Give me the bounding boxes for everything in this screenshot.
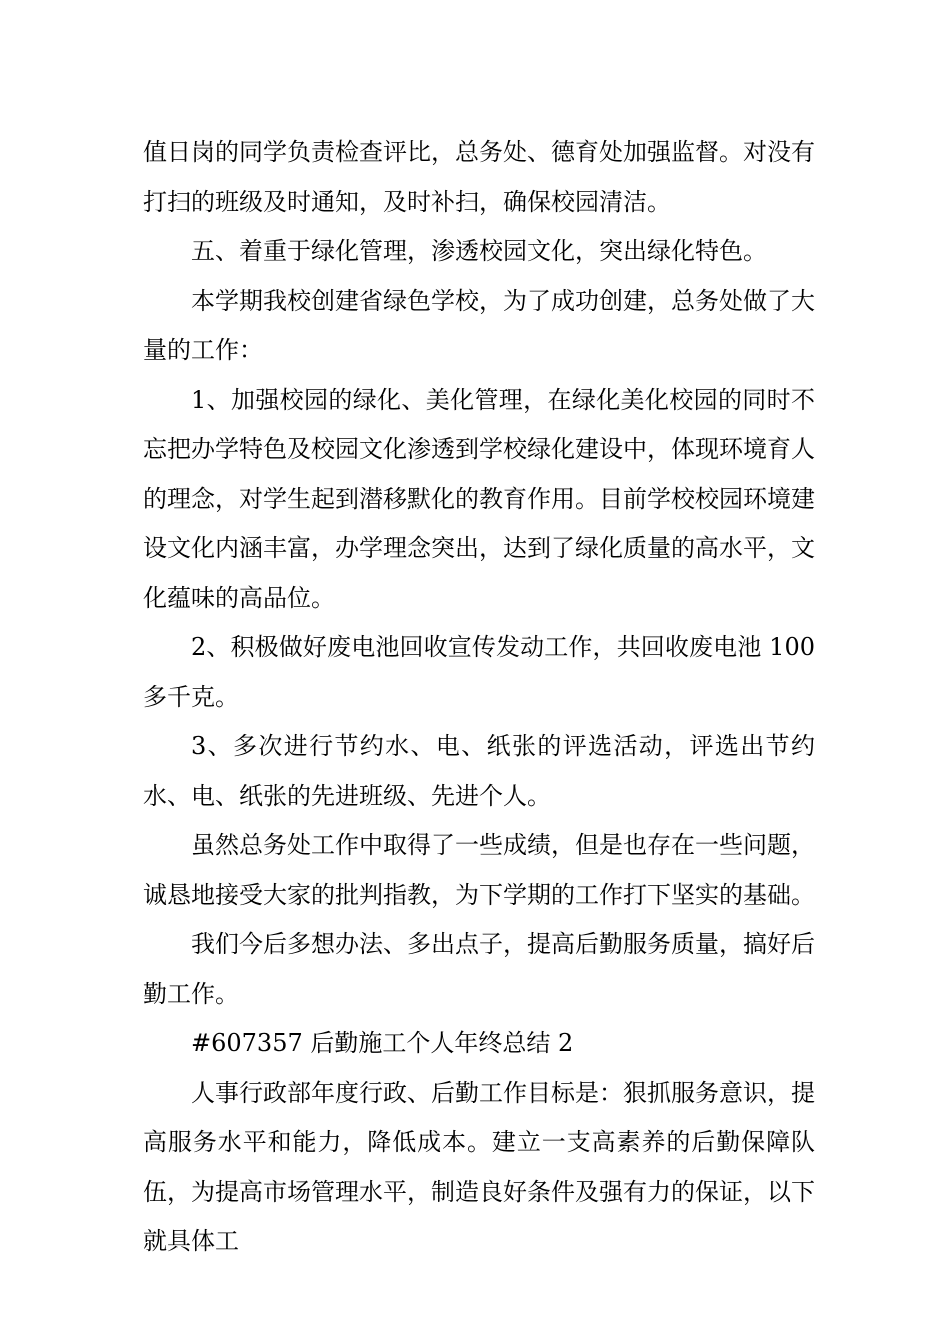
list-item-2: 2、积极做好废电池回收宣传发动工作，共回收废电池 100 多千克。	[143, 633, 815, 711]
list-item-1: 1、加强校园的绿化、美化管理，在绿化美化校园的同时不忘把办学特色及校园文化渗透到学校绿化建设中，体现环境育人的理念，对学生起到潜移默化的教育作用。目前学校校园环境建设文化内涵丰富，办学理念突出，达到了绿化质量的高水平，文化蕴味的高品位。	[143, 385, 815, 612]
document-body	[143, 128, 815, 1267]
list-item-3: 3、多次进行节约水、电、纸张的评选活动，评选出节约水、电、纸张的先进班级、先进个人。	[143, 732, 815, 810]
paragraph-3: 本学期我校创建省绿色学校，为了成功创建，总务处做了大量的工作：	[143, 286, 815, 364]
paragraph-1: 值日岗的同学负责检查评比，总务处、德育处加强监督。对没有打扫的班级及时通知，及时补扫，确保校园清洁。	[143, 138, 815, 216]
paragraph-10: 人事行政部年度行政、后勤工作目标是：狠抓服务意识，提高服务水平和能力，降低成本。建立一支高素养的后勤保障队伍，为提高市场管理水平，制造良好条件及强有力的保证，以下就具体工	[143, 1078, 815, 1255]
document-subtitle: #607357 后勤施工个人年终总结 2	[191, 1029, 574, 1057]
section-heading-5: 五、着重于绿化管理，渗透校园文化，突出绿化特色。	[191, 237, 767, 265]
paragraph-7: 虽然总务处工作中取得了一些成绩，但是也存在一些问题，诚恳地接受大家的批判指教，为下学期的工作打下坚实的基础。	[143, 831, 815, 909]
paragraph-8: 我们今后多想办法、多出点子，提高后勤服务质量，搞好后勤工作。	[143, 930, 815, 1008]
